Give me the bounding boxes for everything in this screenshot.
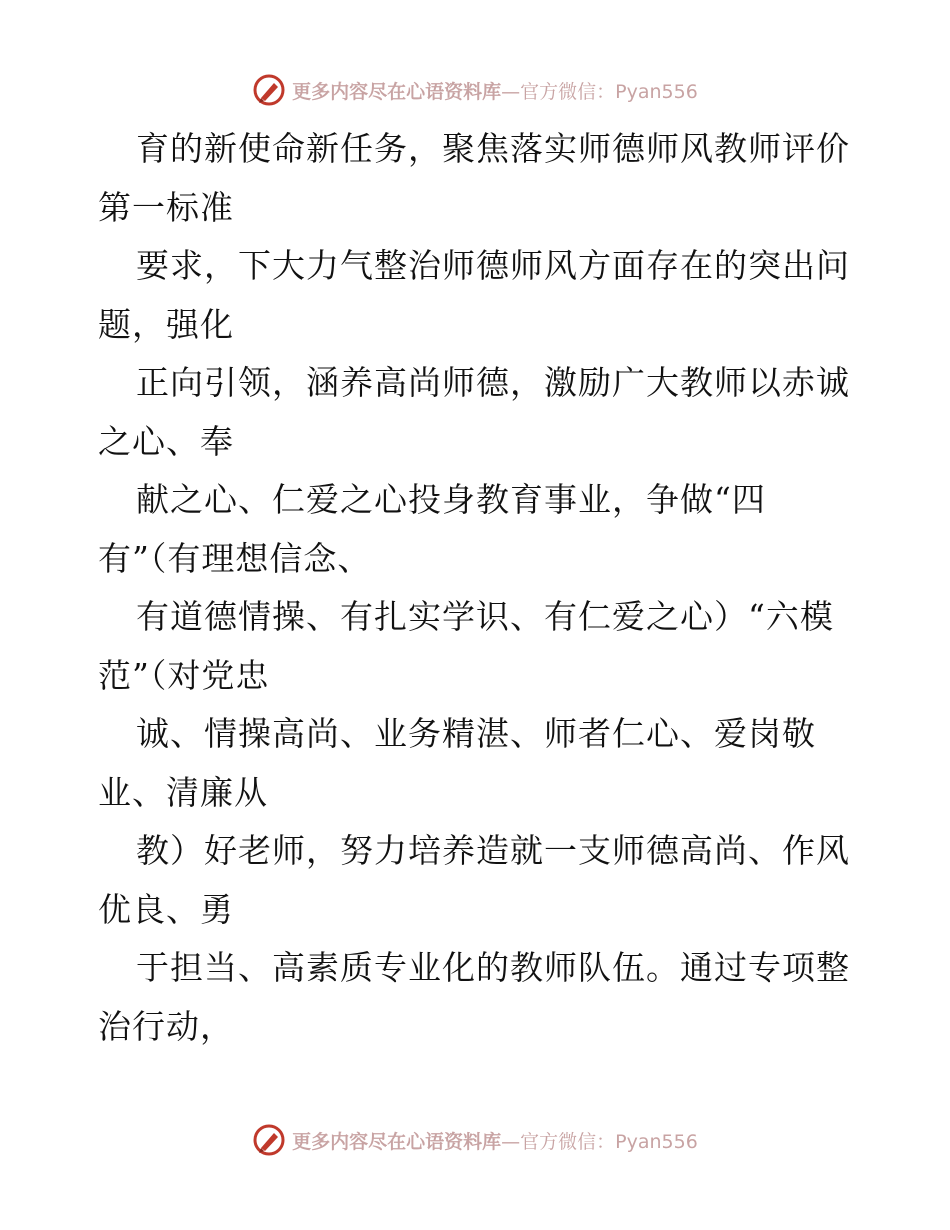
body-line: 要求，下大力气整治师德师风方面存在的突出问 [136, 246, 850, 285]
body-line: 诚、情操高尚、业务精湛、师者仁心、爱岗敬 [136, 714, 816, 753]
body-line: 第一标准 [98, 187, 234, 227]
pen-circle-icon [252, 1123, 286, 1157]
footer-banner [0, 1120, 950, 1160]
body-line: 题，强化 [98, 304, 234, 344]
footer-banner-wechat: —官方微信：Pyan556 [501, 1130, 698, 1153]
pen-circle-icon [252, 73, 286, 107]
header-banner-title: 更多内容尽在心语资料库 [292, 80, 502, 103]
body-line: 优良、勇 [98, 889, 234, 929]
body-line: 献之心、仁爱之心投身教育事业，争做“四 [136, 480, 766, 519]
header-banner [0, 70, 950, 110]
body-line: 范”（对党忠 [98, 655, 270, 695]
body-line: 正向引领，涵养高尚师德，激励广大教师以赤诚 [136, 363, 850, 402]
body-line: 于担当、高素质专业化的教师队伍。通过专项整 [136, 948, 850, 987]
document-body [98, 120, 858, 1056]
body-line: 业、清廉从 [98, 772, 268, 812]
body-line: 育的新使命新任务，聚焦落实师德师风教师评价 [136, 129, 850, 168]
header-banner-wechat: —官方微信：Pyan556 [501, 80, 698, 103]
body-line: 有”（有理想信念、 [98, 538, 372, 578]
footer-banner-title: 更多内容尽在心语资料库 [292, 1130, 502, 1153]
body-line: 教）好老师，努力培养造就一支师德高尚、作风 [136, 831, 850, 870]
body-line: 之心、奉 [98, 421, 234, 461]
body-line: 有道德情操、有扎实学识、有仁爱之心）“六模 [136, 597, 834, 636]
body-line: 治行动， [98, 1006, 234, 1046]
